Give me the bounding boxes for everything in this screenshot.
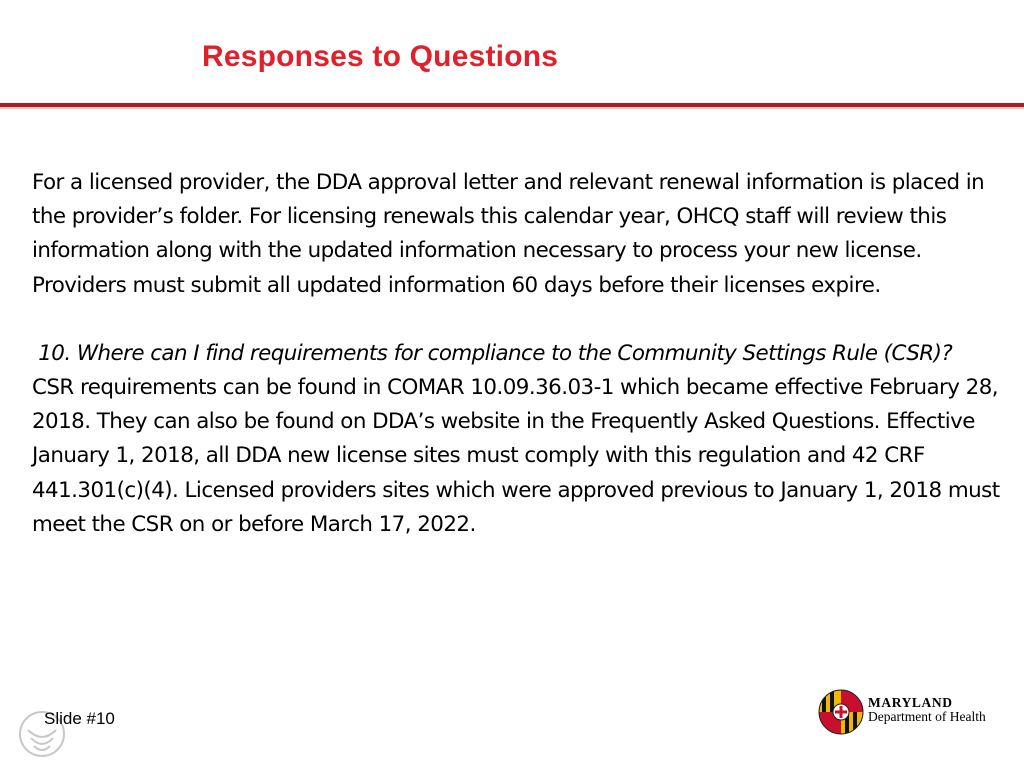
slide-number: Slide #10 (44, 709, 115, 728)
paragraph-license-renewal: For a licensed provider, the DDA approval letter and relevant renewal information is placed in the provider’s folder. For licensing renewals this calendar year, OHCQ staff will review this information along with the updated information necessary to process your new license. Providers must submit all updated information 60 days before their licenses expire. (32, 170, 985, 298)
logo-line-department: Department of Health (868, 709, 986, 724)
question-10 (32, 337, 1007, 371)
title-divider-shadow (0, 107, 1024, 109)
maryland-dept-health-logo-text (868, 696, 986, 724)
slide-body (32, 166, 1007, 542)
maryland-flag-seal-icon (818, 689, 864, 739)
paragraph-spacer (32, 303, 1007, 337)
answer-10: CSR requirements can be found in COMAR 10.09.36.03-1 which became effective February 28, 2018. They can also be found on DDA’s website in the Frequently Asked Questions. Effective January 1, 2018, all DDA new license sites must comply with this regulation and 42 CRF 441.301(c)(4). Licensed providers sites which were approved previous to January 1, 2018 must meet the CSR on or before March 17, 2022. (32, 375, 1000, 537)
slide-title: Responses to Questions (202, 40, 559, 73)
question-10-text: 10. Where can I find requirements for compliance to the Community Settings Rule (CSR)? (38, 340, 953, 366)
logo-line-maryland: MARYLAND (868, 695, 953, 710)
